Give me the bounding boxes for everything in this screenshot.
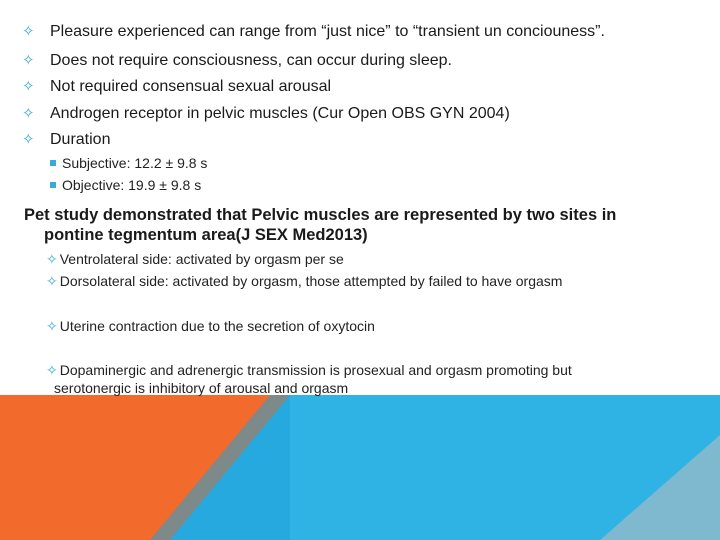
diamond-star-icon: ✧ bbox=[22, 78, 35, 95]
bullet-item: ✧ Does not require consciousness, can occur during sleep. bbox=[22, 52, 452, 69]
square-bullet-icon bbox=[50, 160, 56, 166]
diamond-star-icon: ✧ bbox=[22, 131, 35, 148]
diamond-star-icon: ✧ bbox=[46, 318, 58, 334]
note-item: ✧ Dorsolateral side: activated by orgasm, those attempted by failed to have orgasm bbox=[46, 273, 563, 289]
note-item: ✧ Ventrolateral side: activated by orgasm per se bbox=[46, 251, 344, 267]
diamond-star-icon: ✧ bbox=[46, 273, 58, 289]
decorative-band bbox=[0, 395, 720, 540]
diamond-star-icon: ✧ bbox=[46, 251, 58, 267]
duration-item: Objective: 19.9 ± 9.8 s bbox=[50, 176, 201, 194]
diamond-star-icon: ✧ bbox=[22, 23, 35, 40]
note-item: ✧ Uterine contraction due to the secretion of oxytocin bbox=[46, 318, 375, 334]
diamond-star-icon: ✧ bbox=[22, 105, 35, 122]
bullet-item: ✧ Androgen receptor in pelvic muscles (Cur Open OBS GYN 2004) bbox=[22, 105, 510, 122]
bullet-item: ✧ Pleasure experienced can range from “just nice” to “transient un conciouness”. bbox=[22, 23, 605, 40]
diamond-star-icon: ✧ bbox=[22, 52, 35, 69]
duration-item: Subjective: 12.2 ± 9.8 s bbox=[50, 154, 207, 172]
note-item: ✧ Dopaminergic and adrenergic transmission is prosexual and orgasm promoting but serotonergic is inhibitory of arousal and orgasm bbox=[46, 362, 572, 396]
bullet-item: ✧ Duration bbox=[22, 131, 111, 148]
bullet-item: ✧ Not required consensual sexual arousal bbox=[22, 78, 332, 95]
diamond-star-icon: ✧ bbox=[46, 362, 58, 378]
section-heading: Pet study demonstrated that Pelvic muscles are represented by two sites in pontine tegmentum area(J SEX Med2013) bbox=[24, 206, 617, 244]
square-bullet-icon bbox=[50, 182, 56, 188]
decorative-shapes bbox=[0, 395, 720, 540]
